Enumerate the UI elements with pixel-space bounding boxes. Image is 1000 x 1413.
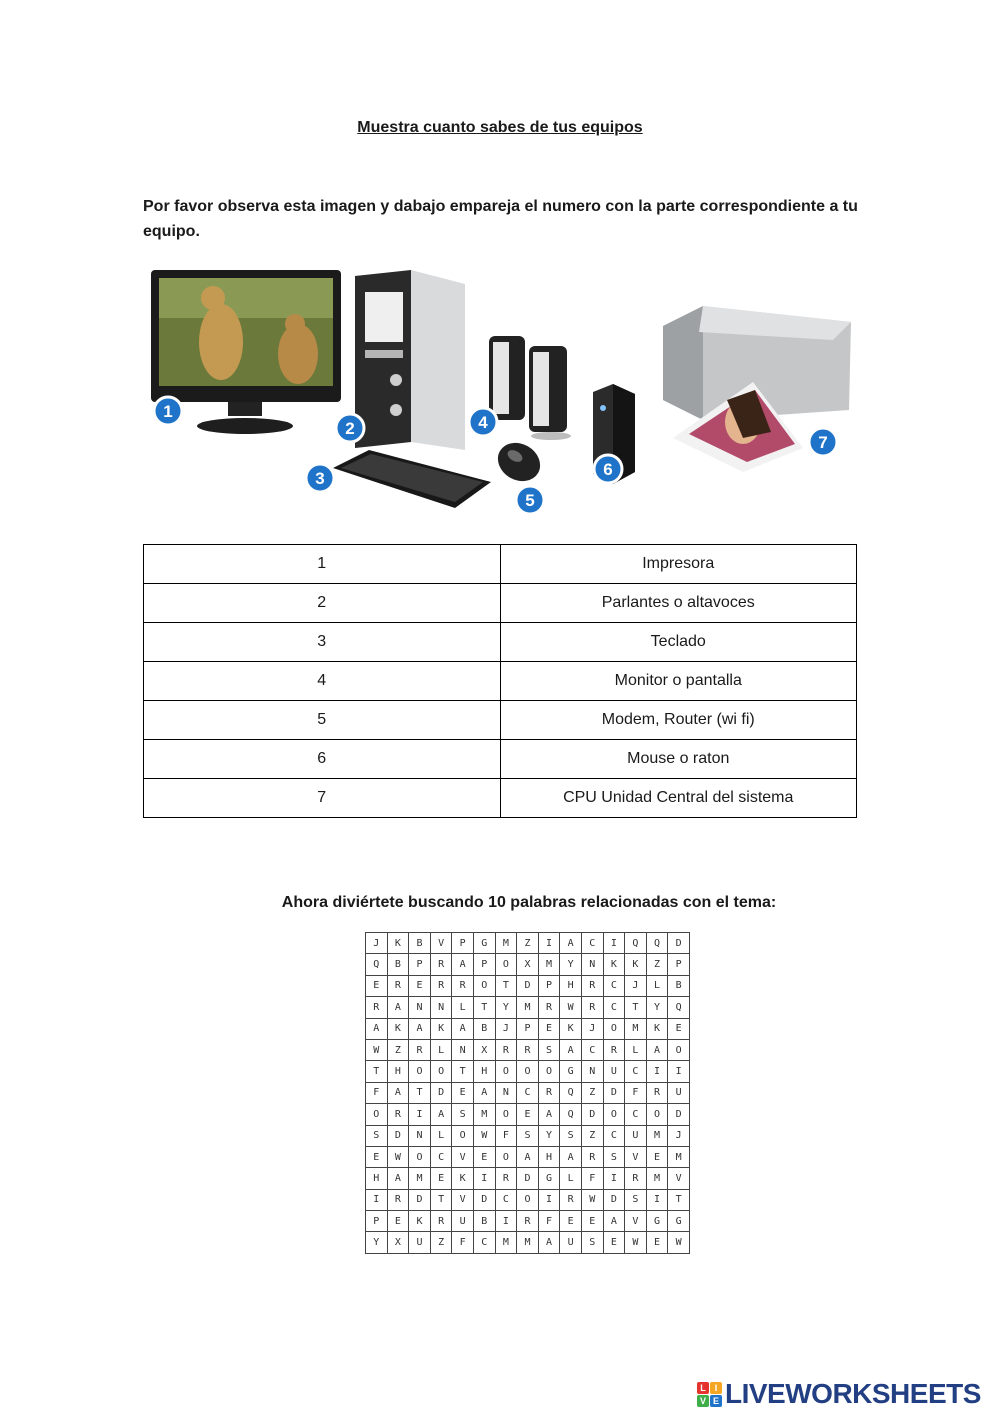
grid-cell[interactable]: I — [409, 1104, 431, 1125]
grid-cell[interactable]: A — [538, 1232, 560, 1253]
grid-cell[interactable]: E — [366, 975, 388, 996]
badge-5-label: 5 — [525, 491, 535, 510]
grid-cell[interactable]: H — [538, 1146, 560, 1167]
grid-cell[interactable]: T — [430, 1189, 452, 1210]
grid-cell[interactable]: D — [517, 1168, 539, 1189]
grid-cell[interactable]: U — [625, 1125, 647, 1146]
grid-row — [366, 1104, 690, 1125]
grid-cell[interactable]: T — [625, 997, 647, 1018]
grid-cell[interactable]: K — [387, 1018, 409, 1039]
badge-3-label: 3 — [315, 469, 325, 488]
grid-cell[interactable]: A — [452, 954, 474, 975]
grid-cell[interactable]: M — [625, 1018, 647, 1039]
grid-row — [366, 1018, 690, 1039]
grid-cell[interactable]: G — [668, 1211, 690, 1232]
grid-cell[interactable]: U — [409, 1232, 431, 1253]
grid-cell[interactable]: Q — [560, 1104, 582, 1125]
grid-cell[interactable]: U — [452, 1211, 474, 1232]
grid-cell[interactable]: S — [625, 1189, 647, 1210]
grid-cell[interactable]: R — [452, 975, 474, 996]
grid-cell[interactable]: L — [646, 975, 668, 996]
grid-cell[interactable]: M — [517, 1232, 539, 1253]
grid-cell[interactable]: B — [409, 933, 431, 954]
grid-cell[interactable]: P — [366, 1211, 388, 1232]
grid-cell[interactable]: J — [495, 1018, 517, 1039]
grid-cell[interactable]: B — [473, 1211, 495, 1232]
grid-cell[interactable]: N — [430, 997, 452, 1018]
instructions-text: Por favor observa esta imagen y dabajo empareja el numero con la parte correspondiente a tu equipo. — [143, 198, 858, 240]
grid-cell[interactable]: E — [409, 975, 431, 996]
grid-cell[interactable]: K — [646, 1018, 668, 1039]
number-cell: 4 — [144, 662, 501, 701]
grid-row — [366, 1125, 690, 1146]
word-search-heading: Ahora diviértete buscando 10 palabras relacionadas con el tema: — [281, 894, 777, 911]
badge-4-label: 4 — [478, 413, 488, 432]
grid-cell[interactable]: F — [452, 1232, 474, 1253]
grid-cell[interactable]: M — [646, 1125, 668, 1146]
grid-cell[interactable]: N — [409, 1125, 431, 1146]
grid-cell[interactable]: I — [668, 1061, 690, 1082]
grid-cell[interactable]: W — [473, 1125, 495, 1146]
grid-cell[interactable]: O — [646, 1104, 668, 1125]
keyboard-illustration — [333, 450, 491, 508]
grid-cell[interactable]: R — [409, 1039, 431, 1060]
grid-cell[interactable]: P — [452, 933, 474, 954]
grid-cell[interactable]: R — [517, 1039, 539, 1060]
grid-row — [366, 975, 690, 996]
cpu-tower-illustration — [355, 270, 465, 450]
grid-cell[interactable]: N — [409, 997, 431, 1018]
grid-cell[interactable]: A — [603, 1211, 625, 1232]
grid-cell[interactable]: D — [387, 1125, 409, 1146]
grid-cell[interactable]: A — [517, 1146, 539, 1167]
badge-4 — [469, 408, 497, 436]
badge-7-label: 7 — [818, 433, 828, 452]
grid-cell[interactable]: O — [603, 1018, 625, 1039]
grid-cell[interactable]: H — [366, 1168, 388, 1189]
grid-cell[interactable]: E — [430, 1168, 452, 1189]
grid-cell[interactable]: H — [560, 975, 582, 996]
grid-cell[interactable]: C — [603, 975, 625, 996]
grid-cell[interactable]: K — [560, 1018, 582, 1039]
number-cell: 6 — [144, 740, 501, 779]
grid-cell[interactable]: C — [517, 1082, 539, 1103]
table-row — [144, 584, 857, 623]
grid-cell[interactable]: C — [603, 997, 625, 1018]
grid-cell[interactable]: W — [668, 1232, 690, 1253]
grid-cell[interactable]: Z — [430, 1232, 452, 1253]
grid-cell[interactable]: K — [452, 1168, 474, 1189]
grid-cell[interactable]: R — [387, 1104, 409, 1125]
table-row — [144, 779, 857, 818]
badge-5 — [516, 486, 544, 514]
grid-row — [366, 1039, 690, 1060]
table-row — [144, 701, 857, 740]
grid-cell[interactable]: A — [366, 1018, 388, 1039]
grid-cell[interactable]: A — [646, 1039, 668, 1060]
grid-cell[interactable]: F — [581, 1168, 603, 1189]
grid-cell[interactable]: G — [646, 1211, 668, 1232]
grid-cell[interactable]: H — [473, 1061, 495, 1082]
grid-cell[interactable]: D — [430, 1082, 452, 1103]
grid-row — [366, 997, 690, 1018]
badge-7 — [809, 428, 837, 456]
grid-cell[interactable]: Q — [366, 954, 388, 975]
part-cell[interactable]: Teclado — [500, 623, 857, 662]
grid-cell[interactable]: D — [517, 975, 539, 996]
grid-cell[interactable]: A — [387, 1082, 409, 1103]
grid-cell[interactable]: P — [473, 954, 495, 975]
grid-cell[interactable]: C — [430, 1146, 452, 1167]
grid-cell[interactable]: I — [538, 1189, 560, 1210]
brand-text: LIVEWORKSHEETS — [725, 1378, 981, 1409]
grid-cell[interactable]: L — [625, 1039, 647, 1060]
number-cell: 5 — [144, 701, 501, 740]
grid-cell[interactable]: T — [409, 1082, 431, 1103]
grid-cell[interactable]: C — [495, 1189, 517, 1210]
grid-cell[interactable]: A — [560, 1039, 582, 1060]
grid-cell[interactable]: O — [668, 1039, 690, 1060]
grid-cell[interactable]: Q — [560, 1082, 582, 1103]
grid-cell[interactable]: U — [603, 1061, 625, 1082]
word-search-grid[interactable] — [365, 932, 690, 1254]
grid-cell[interactable]: N — [452, 1039, 474, 1060]
grid-cell[interactable]: D — [473, 1189, 495, 1210]
grid-cell[interactable]: C — [581, 1039, 603, 1060]
mouse-illustration — [491, 435, 547, 488]
grid-cell[interactable]: S — [560, 1125, 582, 1146]
grid-cell[interactable]: Y — [538, 1125, 560, 1146]
grid-cell[interactable]: R — [538, 997, 560, 1018]
grid-cell[interactable]: Z — [387, 1039, 409, 1060]
logo-tile: I — [710, 1382, 722, 1394]
grid-cell[interactable]: D — [409, 1189, 431, 1210]
grid-cell[interactable]: H — [387, 1061, 409, 1082]
grid-cell[interactable]: O — [603, 1104, 625, 1125]
grid-row — [366, 1146, 690, 1167]
part-cell[interactable]: Mouse o raton — [500, 740, 857, 779]
grid-cell[interactable]: A — [387, 997, 409, 1018]
grid-cell[interactable]: S — [603, 1146, 625, 1167]
grid-cell[interactable]: M — [538, 954, 560, 975]
grid-cell[interactable]: D — [603, 1082, 625, 1103]
grid-cell[interactable]: I — [603, 1168, 625, 1189]
grid-cell[interactable]: Q — [668, 997, 690, 1018]
grid-cell[interactable]: O — [538, 1061, 560, 1082]
grid-cell[interactable]: O — [366, 1104, 388, 1125]
grid-cell[interactable]: O — [517, 1061, 539, 1082]
grid-cell[interactable]: D — [603, 1189, 625, 1210]
grid-cell[interactable]: O — [495, 1061, 517, 1082]
grid-cell[interactable]: K — [430, 1018, 452, 1039]
grid-cell[interactable]: K — [387, 933, 409, 954]
grid-cell[interactable]: R — [387, 1189, 409, 1210]
grid-cell[interactable]: W — [366, 1039, 388, 1060]
grid-cell[interactable]: N — [581, 954, 603, 975]
table-row — [144, 662, 857, 701]
table-row — [144, 623, 857, 662]
grid-cell[interactable]: R — [538, 1082, 560, 1103]
grid-cell[interactable]: I — [473, 1168, 495, 1189]
number-cell: 3 — [144, 623, 501, 662]
grid-cell[interactable]: O — [473, 975, 495, 996]
grid-cell[interactable]: A — [560, 933, 582, 954]
logo-tile: V — [697, 1395, 709, 1407]
grid-cell[interactable]: I — [646, 1061, 668, 1082]
worksheet-title: Muestra cuanto sabes de tus equipos — [357, 119, 643, 136]
grid-cell[interactable]: L — [560, 1168, 582, 1189]
grid-cell[interactable]: C — [581, 933, 603, 954]
grid-cell[interactable]: E — [646, 1232, 668, 1253]
grid-cell[interactable]: E — [560, 1211, 582, 1232]
grid-row — [366, 1082, 690, 1103]
badge-2 — [336, 414, 364, 442]
grid-cell[interactable]: Q — [625, 933, 647, 954]
grid-cell[interactable]: I — [495, 1211, 517, 1232]
grid-cell[interactable]: D — [668, 1104, 690, 1125]
table-row — [144, 545, 857, 584]
grid-cell[interactable]: B — [668, 975, 690, 996]
grid-cell[interactable]: Y — [366, 1232, 388, 1253]
grid-cell[interactable]: E — [603, 1232, 625, 1253]
grid-cell[interactable]: K — [625, 954, 647, 975]
grid-cell[interactable]: N — [581, 1061, 603, 1082]
grid-cell[interactable]: C — [473, 1232, 495, 1253]
grid-cell[interactable]: D — [668, 933, 690, 954]
grid-cell[interactable]: V — [625, 1146, 647, 1167]
grid-cell[interactable]: O — [430, 1061, 452, 1082]
grid-cell[interactable]: M — [495, 1232, 517, 1253]
grid-cell[interactable]: R — [603, 1039, 625, 1060]
grid-cell[interactable]: M — [409, 1168, 431, 1189]
grid-cell[interactable]: A — [560, 1146, 582, 1167]
grid-cell[interactable]: K — [603, 954, 625, 975]
badge-6 — [594, 455, 622, 483]
grid-cell[interactable]: O — [495, 1104, 517, 1125]
speakers-illustration — [489, 336, 571, 440]
grid-cell[interactable]: V — [668, 1168, 690, 1189]
grid-cell[interactable]: M — [473, 1104, 495, 1125]
grid-cell[interactable]: L — [430, 1039, 452, 1060]
grid-cell[interactable]: P — [538, 975, 560, 996]
grid-cell[interactable]: R — [581, 1146, 603, 1167]
grid-cell[interactable]: S — [581, 1232, 603, 1253]
grid-cell[interactable]: Z — [581, 1082, 603, 1103]
grid-cell[interactable]: Y — [495, 997, 517, 1018]
liveworksheets-brand — [697, 1378, 981, 1410]
logo-tile: E — [710, 1395, 722, 1407]
grid-cell[interactable]: O — [495, 954, 517, 975]
grid-cell[interactable]: S — [517, 1125, 539, 1146]
grid-cell[interactable]: S — [538, 1039, 560, 1060]
grid-cell[interactable]: M — [495, 933, 517, 954]
grid-cell[interactable]: T — [366, 1061, 388, 1082]
grid-row — [366, 1189, 690, 1210]
grid-cell[interactable]: O — [517, 1189, 539, 1210]
grid-cell[interactable]: F — [625, 1082, 647, 1103]
grid-cell[interactable]: I — [538, 933, 560, 954]
grid-cell[interactable]: X — [517, 954, 539, 975]
grid-cell[interactable]: R — [517, 1211, 539, 1232]
part-cell[interactable]: Modem, Router (wi fi) — [500, 701, 857, 740]
grid-cell[interactable]: J — [625, 975, 647, 996]
grid-cell[interactable]: R — [366, 997, 388, 1018]
grid-cell[interactable]: E — [517, 1104, 539, 1125]
grid-cell[interactable]: A — [387, 1168, 409, 1189]
grid-cell[interactable]: K — [409, 1211, 431, 1232]
grid-cell[interactable]: Q — [646, 933, 668, 954]
grid-cell[interactable]: Z — [581, 1125, 603, 1146]
grid-cell[interactable]: E — [473, 1146, 495, 1167]
grid-cell[interactable]: X — [387, 1232, 409, 1253]
number-cell: 2 — [144, 584, 501, 623]
part-cell[interactable]: CPU Unidad Central del sistema — [500, 779, 857, 818]
grid-cell[interactable]: D — [581, 1104, 603, 1125]
grid-cell[interactable]: E — [668, 1018, 690, 1039]
grid-cell[interactable]: L — [452, 997, 474, 1018]
grid-cell[interactable]: Y — [646, 997, 668, 1018]
liveworksheets-logo-icon — [697, 1382, 722, 1407]
grid-cell[interactable]: R — [430, 954, 452, 975]
grid-cell[interactable]: E — [452, 1082, 474, 1103]
grid-cell[interactable]: L — [430, 1125, 452, 1146]
grid-cell[interactable]: O — [409, 1146, 431, 1167]
grid-cell[interactable]: B — [387, 954, 409, 975]
grid-cell[interactable]: V — [452, 1146, 474, 1167]
grid-cell[interactable]: E — [646, 1146, 668, 1167]
logo-tile: L — [697, 1382, 709, 1394]
grid-cell[interactable]: R — [495, 1168, 517, 1189]
grid-cell[interactable]: R — [646, 1082, 668, 1103]
grid-cell[interactable]: G — [473, 933, 495, 954]
badge-1-label: 1 — [163, 402, 173, 421]
grid-cell[interactable]: J — [366, 933, 388, 954]
grid-cell[interactable]: I — [603, 933, 625, 954]
grid-cell[interactable]: U — [668, 1082, 690, 1103]
grid-cell[interactable]: Z — [646, 954, 668, 975]
grid-cell[interactable]: J — [668, 1125, 690, 1146]
grid-cell[interactable]: A — [538, 1104, 560, 1125]
computer-equipment-photo — [143, 262, 858, 527]
grid-cell[interactable]: R — [430, 975, 452, 996]
grid-cell[interactable]: E — [581, 1211, 603, 1232]
grid-cell[interactable]: R — [387, 975, 409, 996]
table-row — [144, 740, 857, 779]
grid-cell[interactable]: M — [668, 1146, 690, 1167]
grid-row — [366, 1061, 690, 1082]
grid-cell[interactable]: R — [625, 1168, 647, 1189]
grid-cell[interactable]: R — [581, 997, 603, 1018]
grid-cell[interactable]: M — [646, 1168, 668, 1189]
grid-cell[interactable]: C — [625, 1104, 647, 1125]
grid-cell[interactable]: S — [366, 1125, 388, 1146]
grid-row — [366, 1211, 690, 1232]
grid-cell[interactable]: F — [495, 1125, 517, 1146]
grid-cell[interactable]: T — [452, 1061, 474, 1082]
badge-3 — [306, 464, 334, 492]
grid-cell[interactable]: W — [560, 997, 582, 1018]
number-cell: 7 — [144, 779, 501, 818]
grid-cell[interactable]: R — [560, 1189, 582, 1210]
grid-cell[interactable]: V — [452, 1189, 474, 1210]
grid-cell[interactable]: M — [517, 997, 539, 1018]
grid-cell[interactable]: C — [603, 1125, 625, 1146]
grid-cell[interactable]: G — [560, 1061, 582, 1082]
grid-row — [366, 1232, 690, 1253]
part-cell[interactable]: Monitor o pantalla — [500, 662, 857, 701]
grid-cell[interactable]: W — [387, 1146, 409, 1167]
grid-cell[interactable]: T — [473, 997, 495, 1018]
grid-cell[interactable]: F — [366, 1082, 388, 1103]
grid-cell[interactable]: O — [495, 1146, 517, 1167]
grid-cell[interactable]: A — [430, 1104, 452, 1125]
grid-cell[interactable]: B — [473, 1018, 495, 1039]
grid-cell[interactable]: E — [387, 1211, 409, 1232]
grid-cell[interactable]: X — [473, 1039, 495, 1060]
grid-cell[interactable]: R — [581, 975, 603, 996]
grid-cell[interactable]: S — [452, 1104, 474, 1125]
grid-cell[interactable]: P — [409, 954, 431, 975]
grid-cell[interactable]: I — [646, 1189, 668, 1210]
grid-cell[interactable]: G — [538, 1168, 560, 1189]
grid-cell[interactable]: U — [560, 1232, 582, 1253]
grid-cell[interactable]: A — [473, 1082, 495, 1103]
grid-cell[interactable]: N — [495, 1082, 517, 1103]
badge-2-label: 2 — [345, 419, 355, 438]
grid-cell[interactable]: Z — [517, 933, 539, 954]
grid-cell[interactable]: F — [538, 1211, 560, 1232]
grid-cell[interactable]: T — [495, 975, 517, 996]
grid-cell[interactable]: O — [409, 1061, 431, 1082]
grid-cell[interactable]: T — [668, 1189, 690, 1210]
part-cell[interactable]: Impresora — [500, 545, 857, 584]
grid-row — [366, 954, 690, 975]
grid-cell[interactable]: J — [581, 1018, 603, 1039]
grid-cell[interactable]: V — [430, 933, 452, 954]
grid-cell[interactable]: R — [430, 1211, 452, 1232]
grid-cell[interactable]: A — [452, 1018, 474, 1039]
grid-cell[interactable]: A — [409, 1018, 431, 1039]
number-cell: 1 — [144, 545, 501, 584]
part-cell[interactable]: Parlantes o altavoces — [500, 584, 857, 623]
grid-row — [366, 933, 690, 954]
matching-table — [143, 544, 857, 818]
grid-cell[interactable]: I — [366, 1189, 388, 1210]
badge-6-label: 6 — [603, 460, 613, 479]
grid-cell[interactable]: R — [495, 1039, 517, 1060]
grid-cell[interactable]: V — [625, 1211, 647, 1232]
grid-cell[interactable]: C — [625, 1061, 647, 1082]
grid-cell[interactable]: P — [668, 954, 690, 975]
grid-cell[interactable]: W — [581, 1189, 603, 1210]
badge-1 — [154, 397, 182, 425]
grid-cell[interactable]: Y — [560, 954, 582, 975]
grid-row — [366, 1168, 690, 1189]
grid-cell[interactable]: E — [366, 1146, 388, 1167]
grid-cell[interactable]: O — [452, 1125, 474, 1146]
grid-cell[interactable]: W — [625, 1232, 647, 1253]
grid-cell[interactable]: E — [538, 1018, 560, 1039]
grid-cell[interactable]: P — [517, 1018, 539, 1039]
